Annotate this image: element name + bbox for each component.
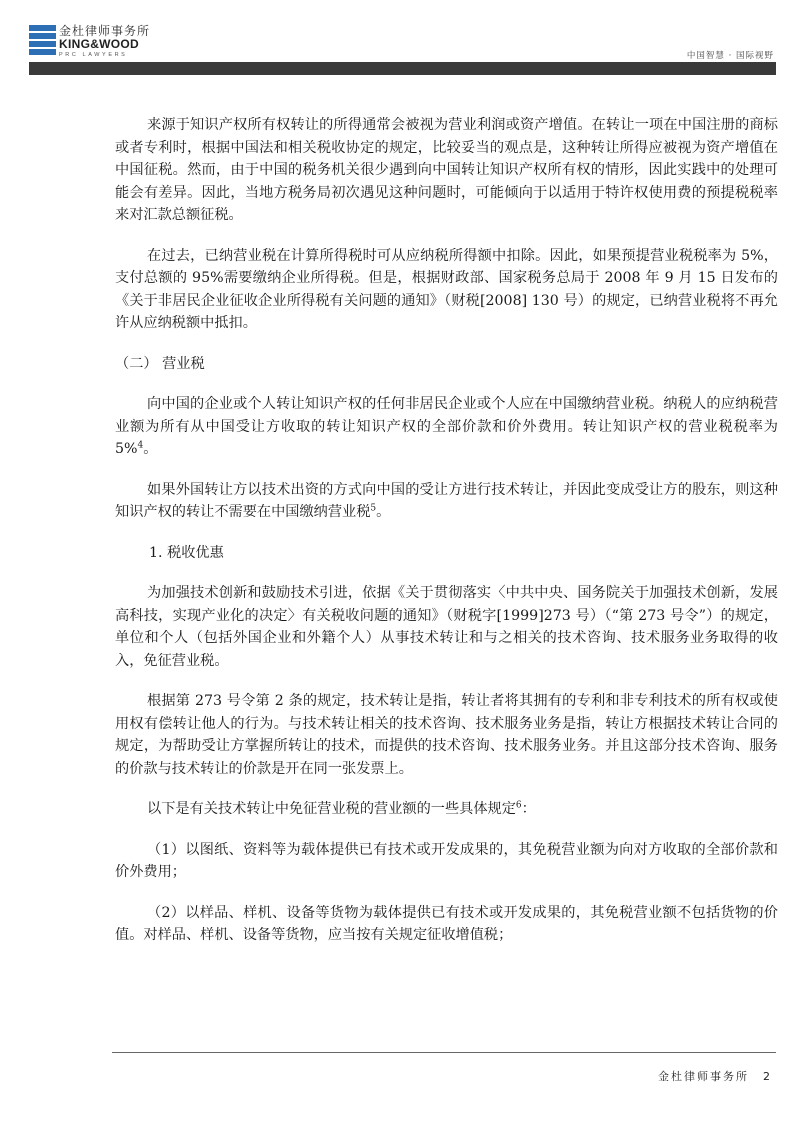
- page-number: 2: [763, 1070, 770, 1083]
- footnote-ref-4: 4: [137, 440, 144, 451]
- paragraph-7: 以下是有关技术转让中免征营业税的营业额的一些具体规定$^6$：: [147, 800, 536, 817]
- footer-firm-name: 金杜律师事务所: [658, 1070, 749, 1083]
- logo-english-name: KING&WOOD: [59, 37, 140, 51]
- footnote-ref-5: 5: [370, 503, 377, 514]
- paragraph-5: 为加强技术创新和鼓励技术引进，依据《关于贯彻落实〈中共中央、国务院关于加强技术创新，发展高科技，实现产业化的决定〉有关税收问题的通知》（财税字[1999]273 号）（“第 273 号令”）的规定，单位和个人（包括外国企业和外籍个人）从事技术转让和与之相关的技术咨询、技术服务业务取得的收入，免征营业税。: [115, 585, 778, 669]
- document-body: [115, 114, 778, 947]
- logo-chinese-name: 金杜律师事务所: [59, 24, 151, 38]
- header-tagline: 中国智慧 · 国际视野: [686, 51, 774, 61]
- section-heading-business-tax: （二） 营业税: [115, 355, 205, 372]
- paragraph-6: 根据第 273 号令第 2 条的规定，技术转让是指，转让者将其拥有的专利和非专利技术的所有权或使用权有偿转让他人的行为。与技术转让相关的技术咨询、技术服务业务是指，转让方根据技术转让合同的规定，为帮助受让方掌握所转让的技术，而提供的技术咨询、技术服务业务。并且这部分技术咨询、服务的价款与技术转让的价款是开在同一张发票上。: [115, 693, 778, 777]
- page-footer: [658, 1068, 770, 1084]
- footnote-ref-6: 6: [515, 800, 522, 811]
- paragraph-9: （2）以样品、样机、设备等货物为载体提供已有技术或开发成果的，其免税营业额不包括货物的价值。对样品、样机、设备等货物，应当按有关规定征收增值税；: [115, 904, 778, 943]
- footer-divider: [112, 1052, 776, 1053]
- paragraph-4: 如果外国转让方以技术出资的方式向中国的受让方进行技术转让，并因此变成受让方的股东，则这种知识产权的转让不需要在中国缴纳营业税$^5$。: [115, 481, 778, 520]
- logo-subtitle: PRC LAWYERS: [59, 52, 128, 58]
- header-bar: [29, 62, 776, 75]
- firm-logo: [29, 22, 159, 62]
- paragraph-2: 在过去，已纳营业税在计算所得税时可从应纳税所得额中扣除。因此，如果预提营业税税率为 5%，支付总额的 95%需要缴纳企业所得税。但是，根据财政部、国家税务总局于 2008 年 9 月 15 日发布的《关于非居民企业征收企业所得税有关问题的通知》（财税[2008] 130 号）的规定，已纳营业税将不再允许从应纳税额中抵扣。: [115, 247, 778, 331]
- subsection-heading-tax-incentives: 1. 税收优惠: [149, 544, 224, 561]
- paragraph-8: （1）以图纸、资料等为载体提供已有技术或开发成果的，其免税营业额为向对方收取的全部价款和价外费用；: [115, 841, 778, 880]
- logo-mark-icon: [29, 25, 56, 55]
- paragraph-3: 向中国的企业或个人转让知识产权的任何非居民企业或个人应在中国缴纳营业税。纳税人的应纳税营业额为所有从中国受让方收取的转让知识产权的全部价款和价外费用。转让知识产权的营业税税率为 5%$^4$。: [115, 396, 778, 457]
- paragraph-1: 来源于知识产权所有权转让的所得通常会被视为营业利润或资产增值。在转让一项在中国注册的商标或者专利时，根据中国法和相关税收协定的规定，比较妥当的观点是，这种转让所得应被视为资产增值在中国征税。然而，由于中国的税务机关很少遇到向中国转让知识产权所有权的情形，因此实践中的处理可能会有差异。因此，当地方税务局初次遇见这种问题时，可能倾向于以适用于特许权使用费的预提税税率来对汇款总额征税。: [115, 117, 778, 223]
